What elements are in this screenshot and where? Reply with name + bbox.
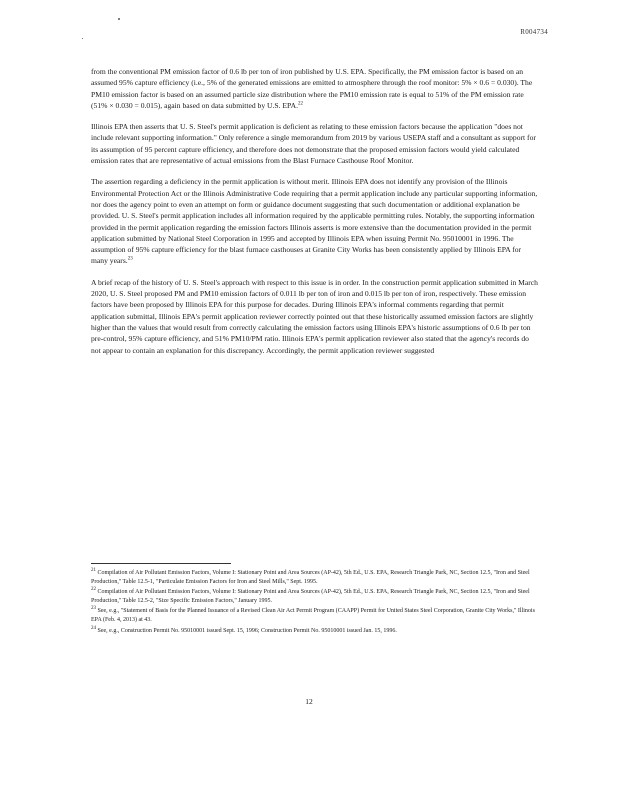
footnote-text: See, e.g., "Statement of Basis for the Planned Issuance of a Revised Clean Air Act Permit Program (CAAPP) Permit for United States Steel Corporation, Granite City Works," Illinois EPA (Feb. 4, 2013) at 43.: [91, 608, 535, 623]
footnote: [91, 569, 539, 586]
paragraph-text: The assertion regarding a deficiency in the permit application is without merit. Illinois EPA does not identify any provision of the Illinois Environmental Protection Act or the Illinois Administrative Code requiring that a permit application include any particular supporting information, nor does the agency point to even an attempt on form or guidance document suggesting that such documentation or additional explanation be provided. U. S. Steel's permit application includes all information required by the applicable permitting rules. Notably, the supporting information provided in the permit application regarding the emission factors Illinois asserts is more extensive than the documentation provided in the permit application submitted by National Steel Corporation in 1995 and accepted by Illinois EPA when issuing Permit No. 95010001 in 1996. The assumption of 95% capture efficiency for the blast furnace casthouses at Granite City Works has been consistently applied by Illinois EPA for many years.: [91, 177, 538, 266]
footnote-number: 24: [91, 625, 96, 631]
footnote-ref: 23: [127, 256, 133, 262]
footnote-divider: [91, 563, 231, 564]
footnote-ref: 22: [297, 101, 303, 107]
paragraph-text: from the conventional PM emission factor of 0.6 lb per ton of iron published by U.S. EPA. Specifically, the PM emission factor is based on an assumed 95% capture efficiency (i.e., 5% of the generated emissions are emitted to atmosphere through the roof monitor: 5% × 0.6 = 0.030). The PM10 emission factor is based on an assumed particle size distribution where the PM10 emission rate is equal to 51% of the PM emission rate (51% × 0.030 = 0.015), again based on data submitted by U.S. EPA.: [91, 67, 533, 110]
footnote-number: 23: [91, 606, 96, 612]
paragraph: [91, 176, 539, 266]
scan-speck: [118, 18, 120, 20]
paragraph-text: A brief recap of the history of U. S. Steel's approach with respect to this issue is in order. In the construction permit application submitted in March 2020, U. S. Steel proposed PM and PM10 emission factors of 0.011 lb per ton of iron and 0.015 lb per ton of iron, respectively. These emission factors have been proposed by Illinois EPA for this purpose for decades. During Illinois EPA's informal comments regarding that permit application submittal, Illinois EPA's permit application reviewer correctly pointed out that these historically assumed emission factors are slightly higher than the values that would result from correctly calculating the emission factors using Illinois EPA's historic assumptions of 0.6 lb per ton pre-control, 95% capture efficiency, and 51% PM10/PM ratio. Illinois EPA's permit application reviewer also stated that the agency's records do not appear to contain an explanation for this discrepancy. Accordingly, the permit application reviewer suggested: [91, 277, 538, 355]
paragraph: [91, 66, 539, 111]
body-text: [91, 66, 539, 366]
footnote: [91, 627, 539, 636]
scan-speck: [82, 38, 83, 39]
bates-number: R004734: [520, 28, 548, 36]
footnote: [91, 607, 539, 624]
paragraph-text: Illinois EPA then asserts that U. S. Steel's permit application is deficient as relating to these emission factors because the application "does not include relevant supporting information." Only reference a single memorandum from 2019 by various USEPA staff and a consultant as support for its assumption of 95 percent capture efficiency, and therefore does not demonstrate that the proposed emission factors would yield calculated emission rates that are representative of actual emissions from the Blast Furnace Casthouse Roof Monitor.: [91, 122, 536, 166]
paragraph: [91, 121, 539, 166]
footnote: [91, 588, 539, 605]
footnote-text: Compilation of Air Pollutant Emission Factors, Volume I: Stationary Point and Area Sources (AP-42), 5th Ed., U.S. EPA, Research Triangle Park, NC, Section 12.5, "Iron and Steel Production," Table 12.5-2, "Size Specific Emission Factors," January 1995.: [91, 589, 530, 604]
page-number: 12: [305, 697, 313, 706]
footnote-number: 22: [91, 587, 96, 593]
footnote-text: Compilation of Air Pollutant Emission Factors, Volume I: Stationary Point and Area Sources (AP-42), 5th Ed., U.S. EPA, Research Triangle Park, NC, Section 12.5, "Iron and Steel Production," Table 12.5-1, "Particulate Emission Factors for Iron and Steel Mills," Sept. 1995.: [91, 570, 530, 585]
paragraph: [91, 277, 539, 356]
footnote-number: 21: [91, 568, 96, 573]
footnotes: [91, 569, 539, 637]
footnote-text: See, e.g., Construction Permit No. 95010001 issued Sept. 15, 1996; Construction Permit No. 95010001 issued Jan. 15, 1996.: [97, 627, 397, 634]
